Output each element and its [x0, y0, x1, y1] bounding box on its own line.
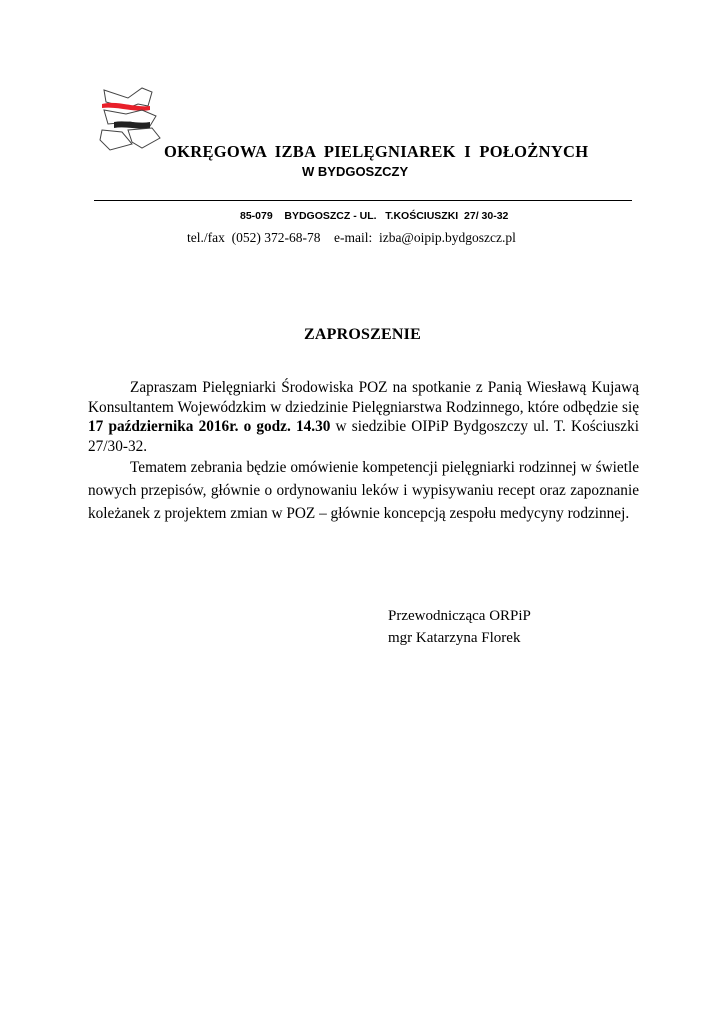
letter-body [88, 378, 639, 525]
invitation-paragraph [88, 378, 639, 456]
organization-name: OKRĘGOWA IZBA PIELĘGNIAREK I POŁOŻNYCH [164, 142, 589, 161]
signature-block [388, 605, 531, 649]
contact-line: tel./fax (052) 372-68-78 e-mail: izba@oipip.bydgoszcz.pl [187, 230, 516, 245]
signature-role: Przewodnicząca ORPiP [388, 608, 531, 624]
organization-city: W BYDGOSZCZY [302, 164, 409, 179]
topic-paragraph: Tematem zebrania będzie omówienie kompetencji pielęgniarki rodzinnej w świetle nowych przepisów, głównie o ordynowaniu leków i wypisywaniu recept oraz zapoznanie koleżanek z projektem zmian w POZ – głównie koncepcją zespołu medycyny rodzinnej. [88, 459, 639, 522]
postal-address: 85-079 BYDGOSZCZ - UL. T.KOŚCIUSZKI 27/ 30-32 [240, 210, 509, 222]
meeting-date: 17 października 2016r. o godz. 14.30 [88, 418, 331, 435]
letter-title: ZAPROSZENIE [304, 326, 421, 343]
header-divider [94, 200, 632, 201]
signature-name: mgr Katarzyna Florek [388, 630, 521, 646]
paragraph-text-end: w siedzibie OIPiP Bydgoszczy ul. T. Kościuszki 27/30-32. [88, 418, 639, 455]
paragraph-text-start: Zapraszam Pielęgniarki Środowiska POZ na spotkanie z Panią Wiesławą Kujawą Konsultantem Wojewódzkim w dziedzinie Pielęgniarstwa Rodzinnego, które odbędzie się [88, 379, 639, 416]
